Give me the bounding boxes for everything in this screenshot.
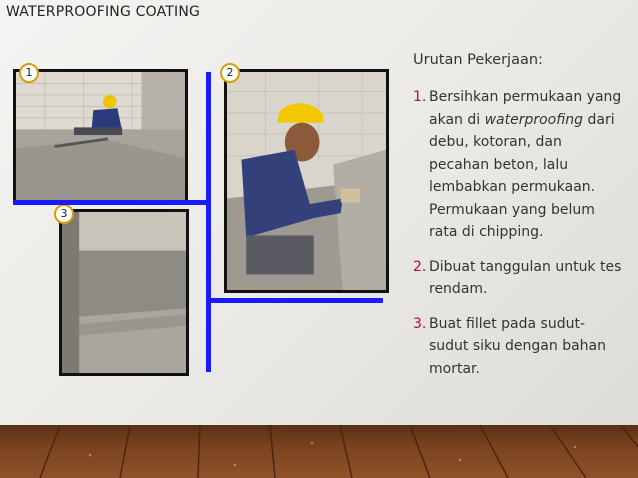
photo-number-badge-2: 2 bbox=[220, 63, 240, 83]
divider-bar bbox=[13, 200, 209, 205]
photo-dike-building bbox=[224, 69, 389, 293]
step-text: Bersihkan permukaan yang akan di waterproofing dari debu, kotoran, dan pecahan beton, lalu lembabkan permukaan. Permukaan yang belum rata di chipping. bbox=[429, 89, 622, 240]
divider-bar bbox=[206, 72, 211, 372]
photo-wall-fillet bbox=[59, 209, 189, 376]
step-number: 1. bbox=[413, 89, 427, 105]
step-text: Dibuat tanggulan untuk tes rendam. bbox=[429, 258, 622, 297]
step-item bbox=[413, 256, 623, 301]
photo-floor-coating bbox=[13, 69, 188, 203]
steps-list bbox=[413, 86, 623, 380]
photo-number-badge-3: 3 bbox=[54, 204, 74, 224]
step-text: Buat fillet pada sudut-sudut siku dengan bahan mortar. bbox=[429, 315, 607, 377]
step-number: 2. bbox=[413, 258, 427, 275]
wood-floor-decoration bbox=[0, 425, 638, 478]
photo-number-badge-1: 1 bbox=[19, 63, 39, 83]
step-item bbox=[413, 313, 623, 381]
divider-bar bbox=[209, 298, 383, 303]
panel-heading: Urutan Pekerjaan: bbox=[413, 52, 543, 68]
step-number: 3. bbox=[413, 315, 427, 332]
slide-title: WATERPROOFING COATING bbox=[6, 4, 201, 20]
step-item bbox=[413, 86, 623, 244]
work-sequence-panel bbox=[413, 52, 623, 392]
